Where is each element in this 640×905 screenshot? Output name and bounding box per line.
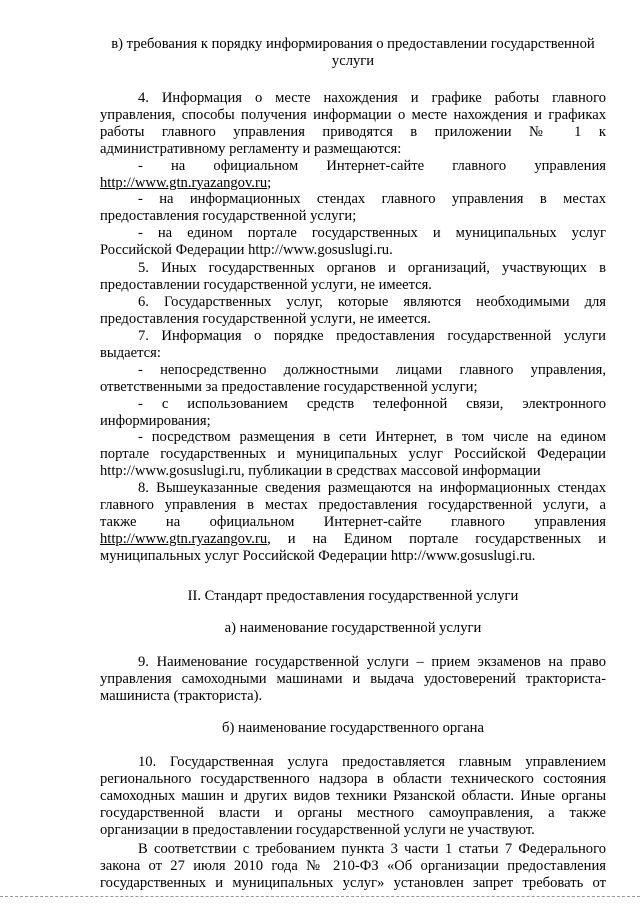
paragraph-4 [100,90,606,259]
p8-line: главного управления в местах предоставления государственной услуги, а [100,496,606,513]
paragraph-10 [100,754,606,839]
p7-bullet-2-cont: информирования; [100,412,211,429]
section-a-title: а) наименование государственной услуги [224,620,482,636]
p9-line: управления самоходными машинами и выдача удостоверений тракториста- [100,670,606,687]
p11-line: закона от 27 июля 2010 года № 210-ФЗ «Об организации предоставления [100,857,606,874]
p10-line: самоходных машин и других видов техники Рязанской области. Иные органы [100,787,606,804]
p8-line: муниципальных услуг Российской Федерации http://www.gosuslugi.ru. [100,547,536,564]
p7-bullet-1-cont: ответственными за предоставление государственной услуги; [100,378,478,395]
p10-line: 10. Государственная услуга предоставляется главным управлением [138,754,606,770]
section-v-heading [100,36,606,70]
section-v-title-line2: услуги [331,52,375,69]
p8-link-line [100,531,606,548]
p10-line: организации в предоставлении государственной услуги не участвуют. [100,821,535,838]
p4-line: административному регламенту и размещаются: [100,140,402,157]
p11-line: В соответствии с требованием пункта 3 части 1 статьи 7 Федерального [138,841,606,857]
gtn-site-link[interactable]: http://www.gtn.ryazangov.ru [100,174,268,191]
p4-bullet-2: - на информационных стендах главного управления в местах [138,191,606,208]
p4-bullet-2-cont: предоставления государственной услуги; [100,208,357,225]
section-b-title: б) наименование государственного органа [222,720,484,736]
p4-line: работы главного управления приводятся в приложении № 1 к [100,123,606,140]
p10-line: регионального государственного надзора в области технического состояния [100,770,606,787]
p5-line: предоставлении государственной услуги, не имеется. [100,276,432,293]
section-ii-heading [100,588,606,605]
p4-bullet-3-cont: Российской Федерации http://www.gosuslugi.ru. [100,242,393,259]
p7-line: выдается: [100,344,161,361]
paragraph-5 [100,260,606,294]
p9-line: 9. Наименование государственной услуги – прием экзаменов на право [138,654,606,670]
p4-bullet-1: - на официальном Интернет-сайте главного управления [138,157,606,174]
p7-bullet-3-cont: портале государственных и муниципальных услуг Российской Федерации [100,446,606,463]
section-ii-title: II. Стандарт предоставления государственной услуги [187,588,519,604]
p5-line: 5. Иных государственных органов и организаций, участвующих в [138,260,606,276]
paragraph-9 [100,654,606,705]
p8-line: также на официальном Интернет-сайте главного управления [100,513,606,530]
p8-line-4-rest: , и на Едином портале государственных и [267,530,606,547]
p4-line: 4. Информация о месте нахождения и графике работы главного [138,90,606,106]
p10-line: государственной власти и органы местного самоуправления, а также [100,804,606,821]
section-a-heading [100,620,606,637]
paragraph-8 [100,480,606,565]
gtn-site-link[interactable]: http://www.gtn.ryazangov.ru [100,530,268,547]
paragraph-11 [100,841,606,892]
page-bottom-edge [0,896,640,897]
section-v-title-line1: в) требования к порядку информирования о предоставлении государственной [111,36,595,52]
p7-bullet-2: - с использованием средств телефонной связи, электронного [138,395,606,412]
p7-bullet-3: - посредством размещения в сети Интернет, в том числе на едином [138,429,606,446]
p6-line: 6. Государственных услуг, которые являются необходимыми для [138,294,606,310]
paragraph-6 [100,294,606,328]
paragraph-7 [100,328,606,480]
p4-bullet-1-tail: ; [267,174,272,191]
section-b-heading [100,720,606,737]
p6-line: предоставления государственной услуги, не имеется. [100,310,431,327]
p7-bullet-3-cont: http://www.gosuslugi.ru, публикации в средствах массовой информации [100,463,541,480]
p4-bullet-1-link-line [100,175,606,192]
p9-line: машиниста (тракториста). [100,687,263,704]
p8-line: 8. Вышеуказанные сведения размещаются на информационных стендах [138,480,606,496]
p11-line: государственных и муниципальных услуг» установлен запрет требовать от [100,874,606,891]
p4-line: управления, способы получения информации о месте нахождения и графиках [100,106,606,123]
p7-line: 7. Информация о порядке предоставления государственной услуги [138,328,606,344]
p4-bullet-3: - на едином портале государственных и муниципальных услуг [138,225,606,242]
p7-bullet-1: - непосредственно должностными лицами главного управления, [138,361,606,378]
